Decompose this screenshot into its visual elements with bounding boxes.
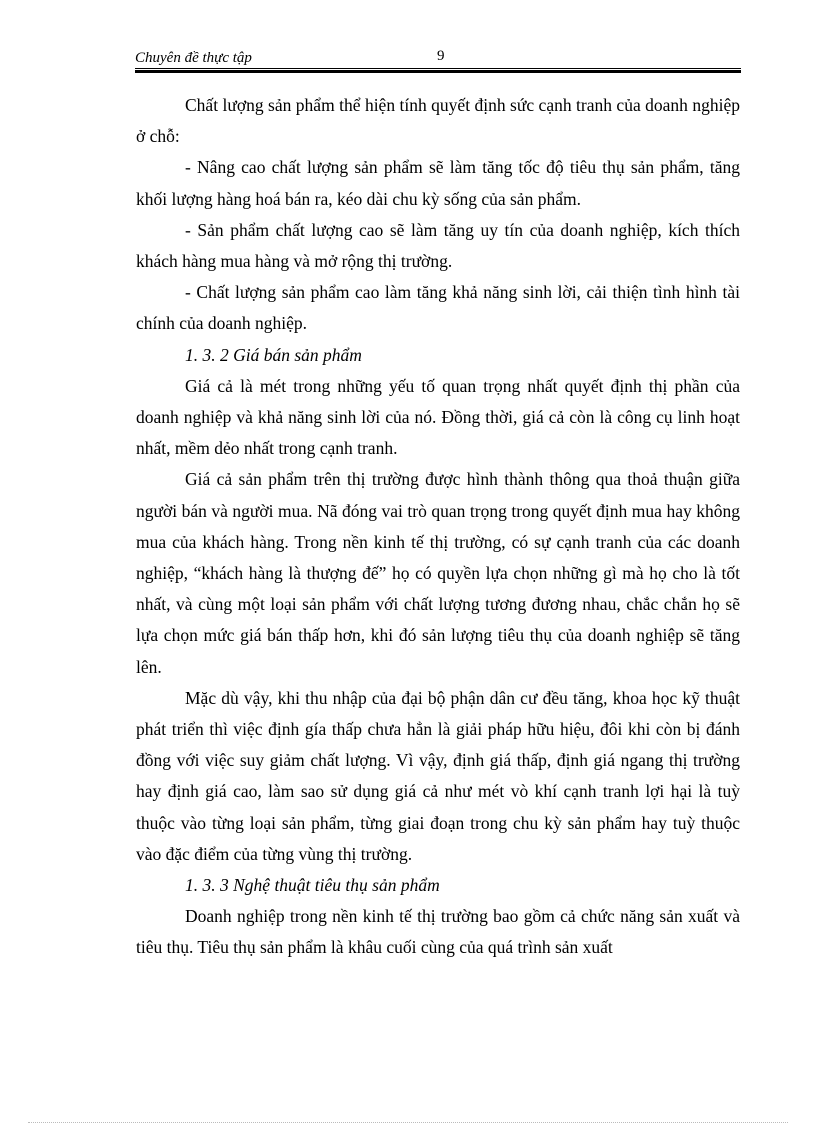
page-header	[135, 46, 741, 68]
paragraph-bullet-2: - Sản phẩm chất lượng cao sẽ làm tăng uy tín của doanh nghiệp, kích thích khách hàng mua hàng và mở rộng thị trường.	[136, 219, 740, 272]
paragraph-quality-intro: Chất lượng sản phẩm thể hiện tính quyết định sức cạnh tranh của doanh nghiệp ở chỗ:	[136, 95, 740, 147]
paragraph-bullet-3: - Chất lượng sản phẩm cao làm tăng khả năng sinh lời, cải thiện tình hình tài chính của doanh nghiệp.	[136, 282, 740, 334]
header-title: Chuyên đề thực tập	[135, 50, 252, 66]
header-rule-thin	[135, 68, 741, 69]
paragraph-price-3: Mặc dù vậy, khi thu nhập của đại bộ phận dân cư đều tăng, khoa học kỹ thuật phát triển thì việc định gía thấp chưa hẳn là giải pháp hữu hiệu, đôi khi còn bị đánh đồng với việc suy giảm chất lượng. Vì vậy, định giá thấp, định giá ngang thị trường hay định giá cao, làm sao sử dụng giá cả như mét vò khí cạnh tranh lợi hại là tuỳ thuộc vào từng loại sản phẩm, từng giai đoạn trong chu kỳ sản phẩm hay tuỳ thuộc vào đặc điểm của từng vùng thị trường.	[136, 687, 740, 864]
page-number: 9	[437, 48, 445, 64]
page-body	[136, 90, 740, 964]
paragraph-price-2: Giá cả sản phẩm trên thị trường được hình thành thông qua thoả thuận giữa người bán và người mua. Nã đóng vai trò quan trọng trong quyết định mua hay không mua của khách hàng. Trong nền kinh tế thị trường, có sự cạnh tranh của các doanh nghiệp, “khách hàng là thượng đế” họ có quyền lựa chọn những gì mà họ cho là tốt nhất, và cùng một loại sản phẩm với chất lượng tương đương nhau, chắc chắn họ sẽ lựa chọn mức giá bán thấp hơn, khi đó sản lượng tiêu thụ của doanh nghiệp sẽ tăng lên.	[136, 469, 740, 677]
paragraph-price-1: Giá cả là mét trong những yếu tố quan trọng nhất quyết định thị phần của doanh nghiệp và khả năng sinh lời của nó. Đồng thời, giá cả còn là công cụ linh hoạt nhất, mềm dẻo nhất trong cạnh tranh.	[136, 375, 740, 459]
section-heading-price: 1. 3. 2 Giá bán sản phẩm	[185, 344, 362, 365]
paragraph-bullet-1: - Nâng cao chất lượng sản phẩm sẽ làm tăng tốc độ tiêu thụ sản phẩm, tăng khối lượng hàng hoá bán ra, kéo dài chu kỳ sống của sản phẩm.	[136, 157, 740, 209]
section-heading-sales-art: 1. 3. 3 Nghệ thuật tiêu thụ sản phẩm	[185, 875, 440, 896]
paragraph-sales-1: Doanh nghiệp trong nền kinh tế thị trường bao gồm cả chức năng sản xuất và tiêu thụ. Tiêu thụ sản phẩm là khâu cuối cùng của quá trình sản xuất	[136, 906, 740, 958]
header-rule-thick	[135, 70, 741, 73]
